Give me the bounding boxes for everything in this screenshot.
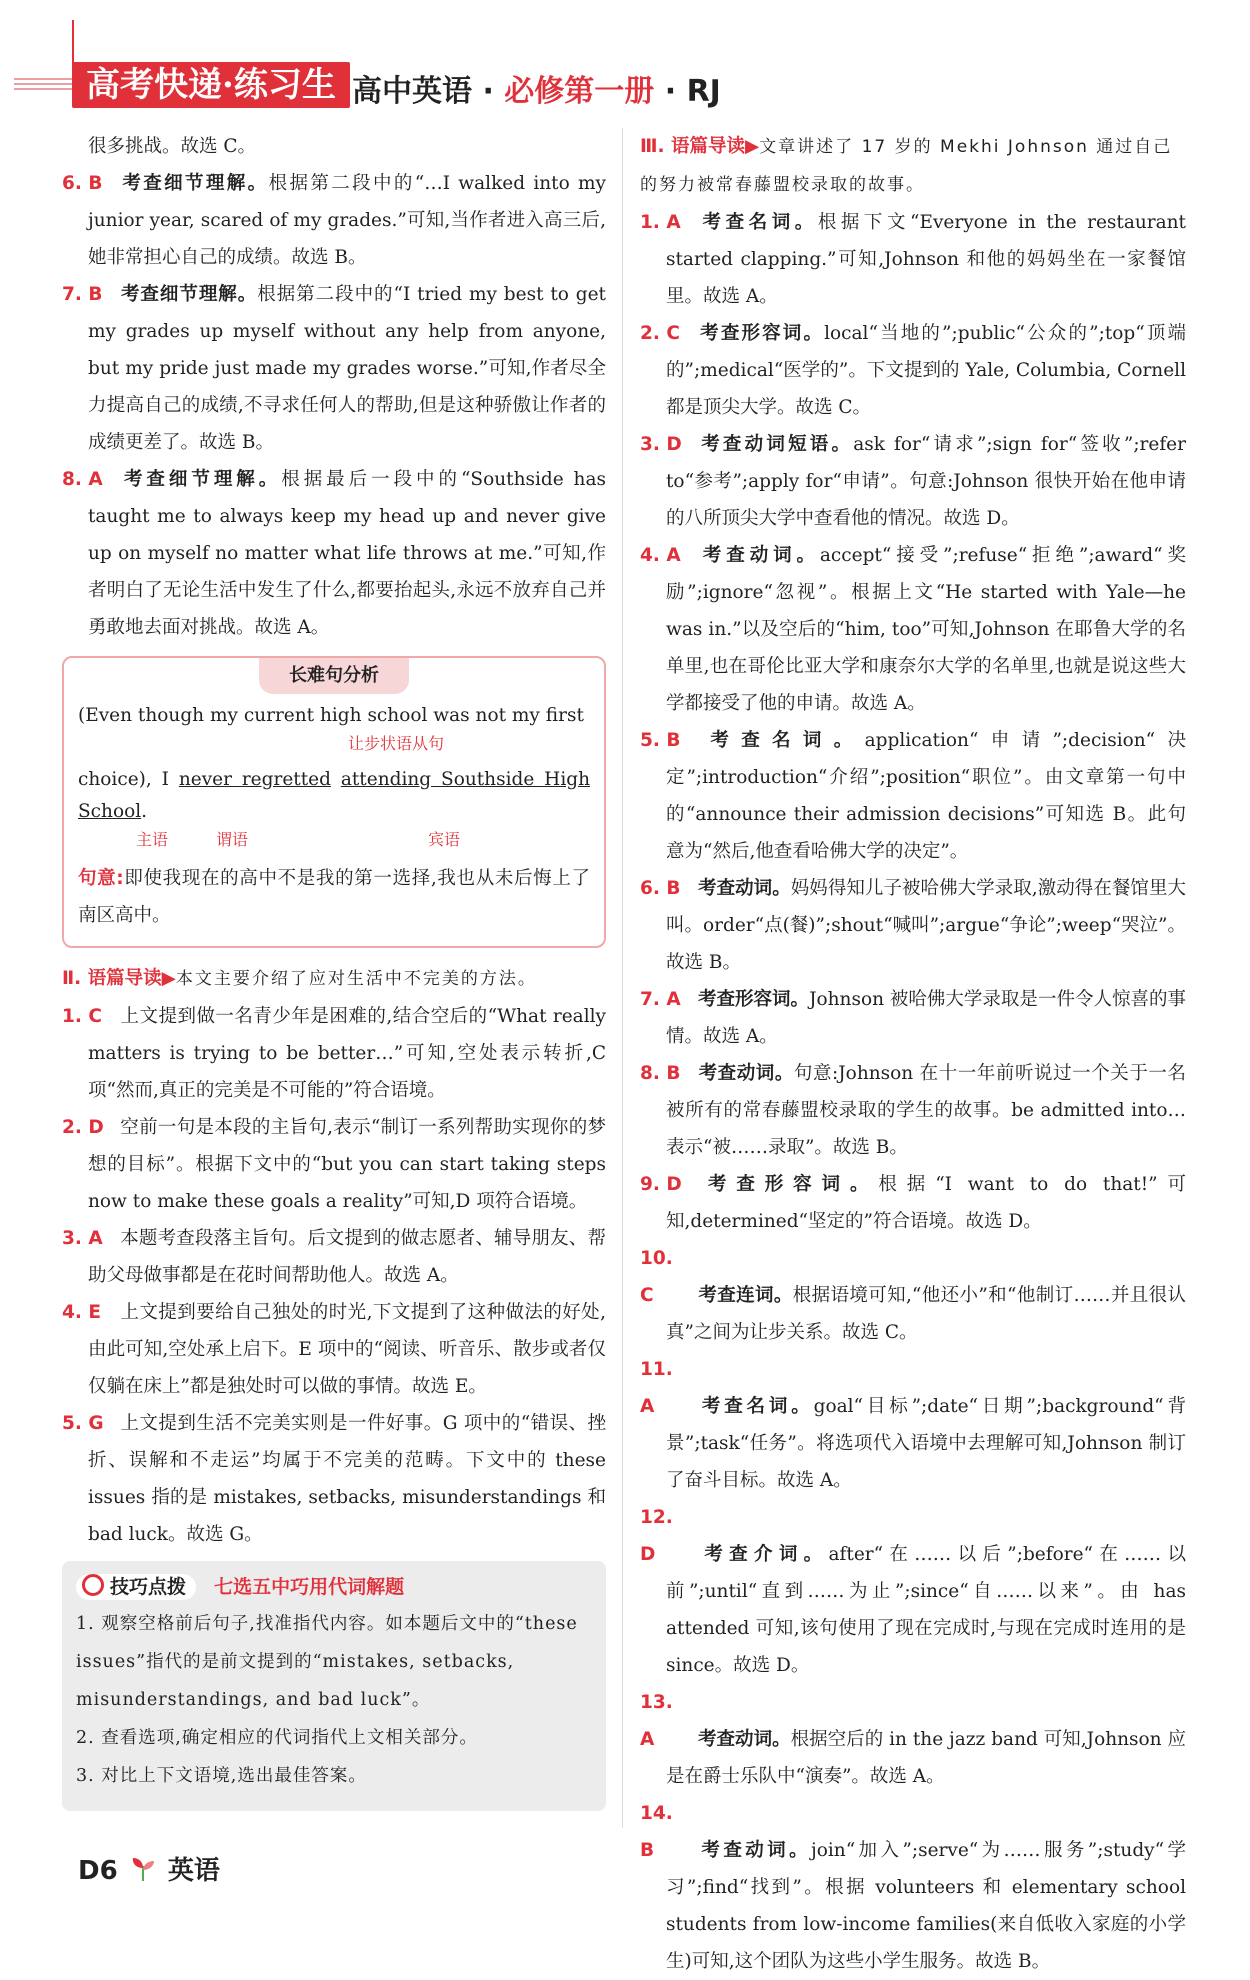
question-type: 考查细节理解。	[120, 284, 258, 305]
explanation-text: 根据第二段中的“…I walked into my junior year, scared of my grades.”可知,当作者进入高三后,她非常担心自己的成绩。故选 B。	[88, 173, 606, 268]
tips-label: 技巧点拨	[76, 1574, 196, 1600]
question-type: 考查动词。	[698, 878, 791, 899]
explanation-text: Johnson 被哈佛大学录取是一件令人惊喜的事情。故选 A。	[666, 989, 1186, 1047]
question-type: 考查名词。	[698, 1396, 814, 1417]
answer-number: 3. A	[62, 1228, 103, 1249]
explanation-text: 上文提到做一名青少年是困难的,结合空后的“What really matters is trying to be better…”可知,空处表示转折,C 项“然而,真正的完美是不可能的”符合语境。	[88, 1006, 606, 1101]
answer-item	[640, 1166, 1186, 1240]
answer-number: 2. D	[62, 1117, 104, 1138]
answer-item	[640, 722, 1186, 870]
question-type: 考查动词。	[698, 545, 820, 566]
question-type: 考查细节理解。	[120, 173, 269, 194]
answer-item	[640, 537, 1186, 722]
question-type: 考查动词。	[698, 1729, 791, 1750]
explanation-text: join“加入”;serve“为……服务”;study“学习”;find“找到”。根据 volunteers 和 elementary school students from low-income families(来自低收入家庭的小学生)可知,这个团队为这些小学生服务。故选 B。	[666, 1840, 1186, 1972]
answer-number: 7. A	[640, 989, 681, 1010]
answer-list-part2	[62, 998, 606, 1553]
tips-title: 七选五中巧用代词解题	[214, 1576, 405, 1598]
question-type: 考查动词。	[698, 1063, 794, 1084]
line2-end: .	[141, 801, 148, 822]
question-type: 考查动词。	[698, 1840, 811, 1861]
tip-line-1: 1. 观察空格前后句子,找准指代内容。如本题后文中的“these issues”指代的是前文提到的“mistakes, setbacks, misunderstandings, and bad luck”。	[76, 1614, 578, 1710]
answer-item	[62, 276, 606, 461]
page-header	[0, 0, 1250, 120]
tip-line-3: 3. 对比上下文语境,选出最佳答案。	[76, 1766, 367, 1786]
answer-item	[640, 1055, 1186, 1166]
explanation-text: 本题考查段落主旨句。后文提到的做志愿者、辅导朋友、帮助父母做事都是在花时间帮助他人。故选 A。	[88, 1228, 606, 1286]
answer-item	[640, 981, 1186, 1055]
header-decoration	[14, 78, 72, 92]
edition: · RJ	[654, 74, 721, 109]
answer-number: 12. D	[640, 1507, 673, 1565]
page-number: D6	[78, 1856, 118, 1886]
sentence-meaning	[78, 860, 590, 934]
explanation-text: 根据第二段中的“I tried my best to get my grades up myself without any help from anyone, but my pride just made my grades worse.”可知,作者尽全力提高自己的成绩,不寻求任何人的帮助,但是这种骄傲让作者的成绩更差了。故选 B。	[88, 284, 606, 453]
explanation-text: 根据“I want to do that!”可知,determined“坚定的”符合语境。故选 D。	[666, 1174, 1186, 1232]
subject-title: 高中英语 ·	[352, 74, 505, 109]
answer-number: 2. C	[640, 323, 680, 344]
answer-item	[62, 165, 606, 276]
answer-number: 1. A	[640, 212, 681, 233]
answer-number: 7. B	[62, 284, 103, 305]
answer-item	[640, 1499, 1186, 1684]
explanation-text: 上文提到要给自己独处的时光,下文提到了这种做法的好处,由此可知,空处承上启下。E 项中的“阅读、听音乐、散步或者仅仅躺在床上”都是独处时可以做的事情。故选 E。	[88, 1302, 606, 1397]
grammar-labels	[78, 828, 590, 854]
question-type: 考查形容词。	[698, 1174, 879, 1195]
line2-object: attending Southside High School	[78, 769, 590, 822]
answer-item	[640, 1795, 1186, 1980]
question-type: 考查动词短语。	[698, 434, 854, 455]
answer-number: 13. A	[640, 1692, 673, 1750]
question-type: 考查细节理解。	[120, 469, 282, 490]
book-volume: 必修第一册	[504, 74, 655, 109]
analysis-line1: (Even though my current high school was not my first	[78, 705, 584, 726]
passage-guide-3	[640, 128, 1186, 204]
long-sentence-analysis	[62, 656, 606, 948]
answer-number: 5. G	[62, 1413, 104, 1434]
explanation-text: accept“接受”;refuse“拒绝”;award“奖励”;ignore“忽视”。根据上文“He started with Yale—he was in.”以及空后的“him, too”可知,Johnson 在耶鲁大学的名单里,也在哥伦比亚大学和康奈尔大学的名单里,也就是说这些大学都接受了他的申请。故选 A。	[666, 545, 1186, 714]
guide-tag: Ⅱ. 语篇导读▶	[62, 968, 176, 989]
question-type: 考查连词。	[698, 1285, 793, 1306]
question-type: 考查名词。	[698, 730, 865, 751]
right-column	[640, 128, 1186, 1980]
footer-subject: 英语	[167, 1856, 220, 1886]
book-title	[352, 66, 721, 110]
answer-item	[62, 1294, 606, 1405]
page-footer	[78, 1850, 220, 1894]
meaning-label: 句意:	[78, 868, 124, 889]
explanation-text: ask for“请求”;sign for“签收”;refer to“参考”;apply for“申请”。句意:Johnson 很快开始在他申请的八所顶尖大学中查看他的情况。故选 D。	[666, 434, 1186, 529]
answer-item	[640, 426, 1186, 537]
answer-number: 6. B	[640, 878, 681, 899]
answer-number: 10. C	[640, 1248, 673, 1306]
tip-line-2: 2. 查看选项,确定相应的代词指代上文相关部分。	[76, 1728, 478, 1748]
guide-tag: Ⅲ. 语篇导读▶	[640, 136, 760, 157]
passage-guide-2	[62, 960, 606, 998]
question-type: 考查介词。	[698, 1544, 829, 1565]
explanation-text: 句意:Johnson 在十一年前听说过一个关于一名被所有的常春藤盟校录取的学生的故事。be admitted into…表示“被……录取”。故选 B。	[666, 1063, 1186, 1158]
subject-label: 主语	[136, 830, 169, 849]
explanation-text: local“当地的”;public“公众的”;top“顶端的”;medical“医学的”。下文提到的 Yale, Columbia, Cornell 都是顶尖大学。故选 C。	[666, 323, 1186, 418]
answer-number: 14. B	[640, 1803, 673, 1861]
line2-start: choice), I	[78, 769, 179, 790]
answer-item	[62, 1405, 606, 1553]
explanation-text: application“申请”;decision“决定”;introduction“介绍”;position“职位”。由文章第一句中的“announce their admission decisions”可知选 B。此句意为“然后,他查看哈佛大学的决定”。	[666, 730, 1186, 862]
series-brand: 高考快递·练习生	[72, 62, 350, 108]
column-divider	[622, 128, 623, 1828]
explanation-text: after“在……以后”;before“在……以前”;until“直到……为止”;since“自……以来”。由 has attended 可知,该句使用了现在完成时,与现在完成时连用的是 since。故选 D。	[666, 1544, 1186, 1676]
intro-tail: 很多挑战。故选 C。	[88, 136, 257, 157]
question-type: 考查名词。	[698, 212, 818, 233]
answer-number: 4. A	[640, 545, 681, 566]
answer-item	[62, 461, 606, 646]
explanation-text: goal“目标”;date“日期”;background“背景”;task“任务”。将选项代入语境中去理解可知,Johnson 制订了奋斗目标。故选 A。	[666, 1396, 1186, 1491]
answer-number: 4. E	[62, 1302, 101, 1323]
guide-text: 文章讲述了 17 岁的 Mekhi Johnson 通过自己的努力被常春藤盟校录取的故事。	[640, 137, 1173, 195]
analysis-line2	[78, 764, 590, 828]
clause-label: 让步状语从句	[348, 734, 445, 753]
answer-item	[640, 1351, 1186, 1499]
line2-never: never	[178, 769, 242, 790]
meaning-text: 即使我现在的高中不是我的第一选择,我也从未后悔上了南区高中。	[78, 868, 590, 926]
answer-item	[640, 1684, 1186, 1795]
explanation-text: 空前一句是本段的主旨句,表示“制订一系列帮助实现你的梦想的目标”。根据下文中的“but you can start taking steps now to make these goals a reality”可知,D 项符合语境。	[88, 1117, 606, 1212]
explanation-text: 根据最后一段中的“Southside has taught me to always keep my head up and never give up on myself no matter what life throws at me.”可知,作者明白了无论生活中发生了什么,都要抬起头,永远不放弃自己并勇敢地去面对挑战。故选 A。	[88, 469, 606, 638]
answer-number: 3. D	[640, 434, 682, 455]
predicate-label: 谓语	[216, 830, 249, 849]
answer-number: 1. C	[62, 1006, 102, 1027]
answer-number: 9. D	[640, 1174, 682, 1195]
answer-item	[640, 315, 1186, 426]
answer-list-part1	[62, 165, 606, 646]
answer-item	[640, 204, 1186, 315]
answer-item	[640, 870, 1186, 981]
answer-number: 11. A	[640, 1359, 673, 1417]
answer-number: 8. B	[640, 1063, 681, 1084]
question-type: 考查形容词。	[698, 323, 825, 344]
line2-predicate: regretted	[241, 769, 331, 790]
answer-item	[62, 998, 606, 1109]
tips-box	[62, 1561, 606, 1811]
answer-item	[640, 1240, 1186, 1351]
answer-number: 5. B	[640, 730, 681, 751]
object-label: 宾语	[428, 830, 461, 849]
target-icon	[82, 1574, 104, 1596]
answer-item	[62, 1109, 606, 1220]
guide-text: 本文主要介绍了应对生活中不完美的方法。	[175, 969, 537, 989]
analysis-title: 长难句分析	[259, 658, 409, 694]
sprout-icon	[129, 1856, 157, 1882]
left-column	[62, 128, 606, 1811]
explanation-text: 妈妈得知儿子被哈佛大学录取,激动得在餐馆里大叫。order“点(餐)”;shout“喊叫”;argue“争论”;weep“哭泣”。故选 B。	[666, 878, 1186, 973]
answer-item	[62, 1220, 606, 1294]
explanation-text: 根据空后的 in the jazz band 可知,Johnson 应是在爵士乐队中“演奏”。故选 A。	[666, 1729, 1186, 1787]
explanation-text: 根据语境可知,“他还小”和“他制订……并且很认真”之间为让步关系。故选 C。	[666, 1285, 1186, 1343]
answer-list-part3	[640, 204, 1186, 1980]
answer-number: 6. B	[62, 173, 103, 194]
question-type: 考查形容词。	[698, 989, 810, 1010]
tips-header	[76, 1569, 592, 1605]
explanation-text: 根据下文“Everyone in the restaurant started clapping.”可知,Johnson 和他的妈妈坐在一家餐馆里。故选 A。	[666, 212, 1186, 307]
explanation-text: 上文提到生活不完美实则是一件好事。G 项中的“错误、挫折、误解和不走运”均属于不完美的范畴。下文中的 these issues 指的是 mistakes, setbacks, misunderstandings 和 bad luck。故选 G。	[88, 1413, 606, 1545]
answer-number: 8. A	[62, 469, 103, 490]
